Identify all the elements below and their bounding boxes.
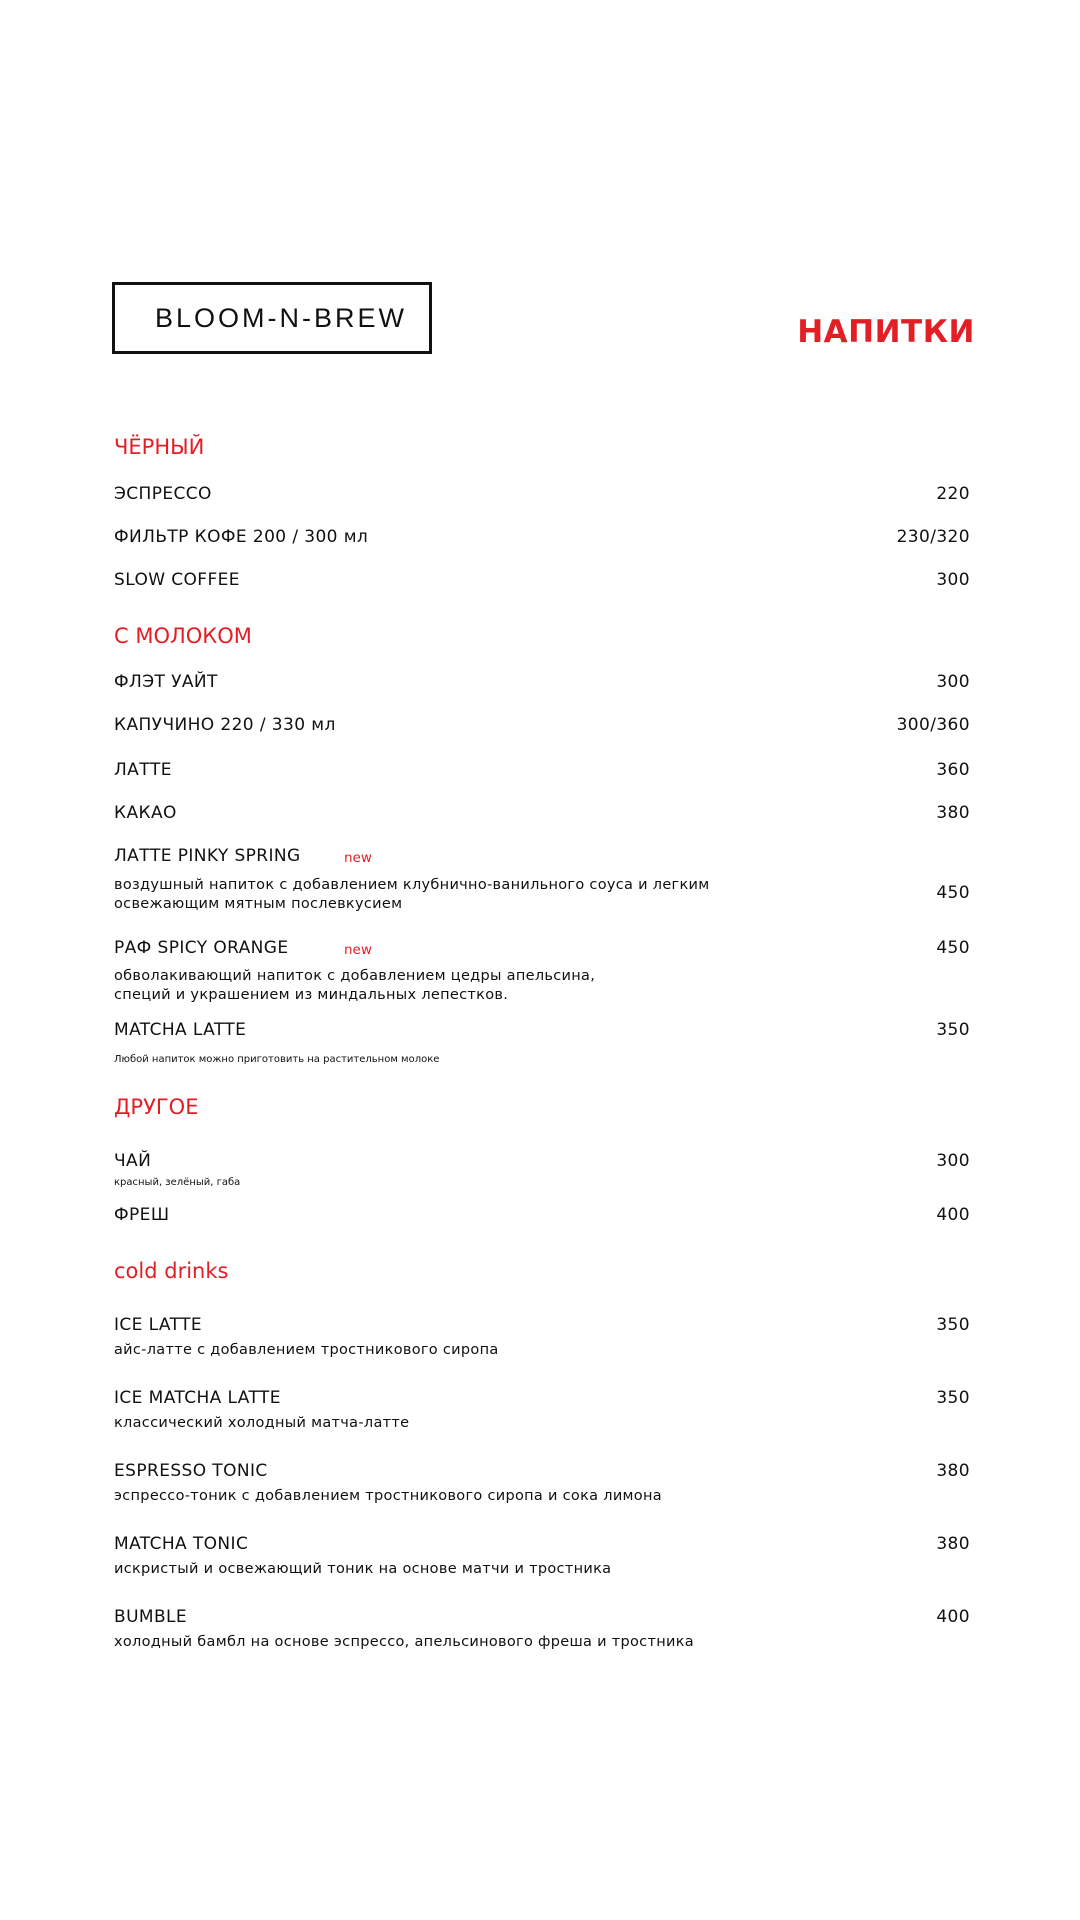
menu-item-price: 400	[936, 1205, 970, 1225]
menu-item-price: 450	[936, 883, 970, 903]
menu-item-name: КАПУЧИНО 220 / 330 мл	[114, 715, 336, 735]
brand-logo-text: BLOOM-N-BREW	[155, 303, 407, 333]
menu-item-description: воздушный напиток с добавлением клубнично-ванильного соуса и легким	[114, 877, 710, 893]
menu-item-price: 380	[936, 1461, 970, 1481]
menu-item-price: 350	[936, 1020, 970, 1040]
menu-item-name: BUMBLE	[114, 1607, 188, 1627]
menu-item-description: айс-латте с добавлением тростникового сиропа	[114, 1342, 499, 1358]
plant-milk-note: Любой напиток можно приготовить на растительном молоке	[114, 1054, 440, 1065]
menu-item-description: холодный бамбл на основе эспрессо, апельсинового фреша и тростника	[114, 1634, 694, 1650]
menu-item-name: ЧАЙ	[114, 1151, 152, 1171]
new-badge: new	[344, 850, 372, 866]
menu-item-name: ЛАТТЕ	[114, 760, 172, 780]
menu-item-description: искристый и освежающий тоник на основе матчи и тростника	[114, 1561, 612, 1577]
menu-item-price: 360	[936, 760, 970, 780]
menu-item-description: освежающим мятным послевкусием	[114, 896, 403, 912]
menu-item-price: 380	[936, 1534, 970, 1554]
menu-item-description: специй и украшением из миндальных лепестков.	[114, 987, 509, 1003]
menu-item-description: эспрессо-тоник с добавлением тростникового сиропа и сока лимона	[114, 1488, 662, 1504]
menu-item-name: SLOW COFFEE	[114, 570, 240, 590]
menu-item-name: MATCHA LATTE	[114, 1020, 247, 1040]
menu-item-description: обволакивающий напиток с добавлением цедры апельсина,	[114, 968, 596, 984]
section-title-milk: С МОЛОКОМ	[114, 624, 252, 648]
menu-item-price: 220	[936, 484, 970, 504]
menu-item-price: 300	[936, 570, 970, 590]
menu-item-name: ФИЛЬТР КОФЕ 200 / 300 мл	[114, 527, 369, 547]
menu-item-price: 230/320	[896, 527, 970, 547]
menu-item-price: 300	[936, 672, 970, 692]
menu-item-name: КАКАО	[114, 803, 177, 823]
menu-item-price: 400	[936, 1607, 970, 1627]
menu-item-name: РАФ SPICY ORANGE	[114, 938, 289, 958]
menu-item-price: 350	[936, 1315, 970, 1335]
menu-item-price: 350	[936, 1388, 970, 1408]
menu-item-price: 450	[936, 938, 970, 958]
menu-item-name: ФРЕШ	[114, 1205, 170, 1225]
menu-item-name: ICE LATTE	[114, 1315, 203, 1335]
menu-item-name: ФЛЭТ УАЙТ	[114, 672, 218, 692]
new-badge: new	[344, 942, 372, 958]
menu-item-name: ЭСПРЕССО	[114, 484, 212, 504]
menu-item-subtitle: красный, зелёный, габа	[114, 1177, 241, 1188]
menu-item-description: классический холодный матча-латте	[114, 1415, 410, 1431]
menu-item-name: ЛАТТЕ PINKY SPRING	[114, 846, 301, 866]
menu-item-name: ESPRESSO TONIC	[114, 1461, 268, 1481]
menu-item-price: 300	[936, 1151, 970, 1171]
menu-item-price: 300/360	[896, 715, 970, 735]
section-title-black: ЧЁРНЫЙ	[114, 435, 205, 459]
section-title-cold: cold drinks	[114, 1259, 229, 1283]
page-title: НАПИТКИ	[797, 314, 975, 350]
brand-logo	[112, 282, 432, 354]
menu-item-name: ICE MATCHA LATTE	[114, 1388, 281, 1408]
menu-item-name: MATCHA TONIC	[114, 1534, 249, 1554]
menu-item-price: 380	[936, 803, 970, 823]
section-title-other: ДРУГОЕ	[114, 1095, 199, 1119]
